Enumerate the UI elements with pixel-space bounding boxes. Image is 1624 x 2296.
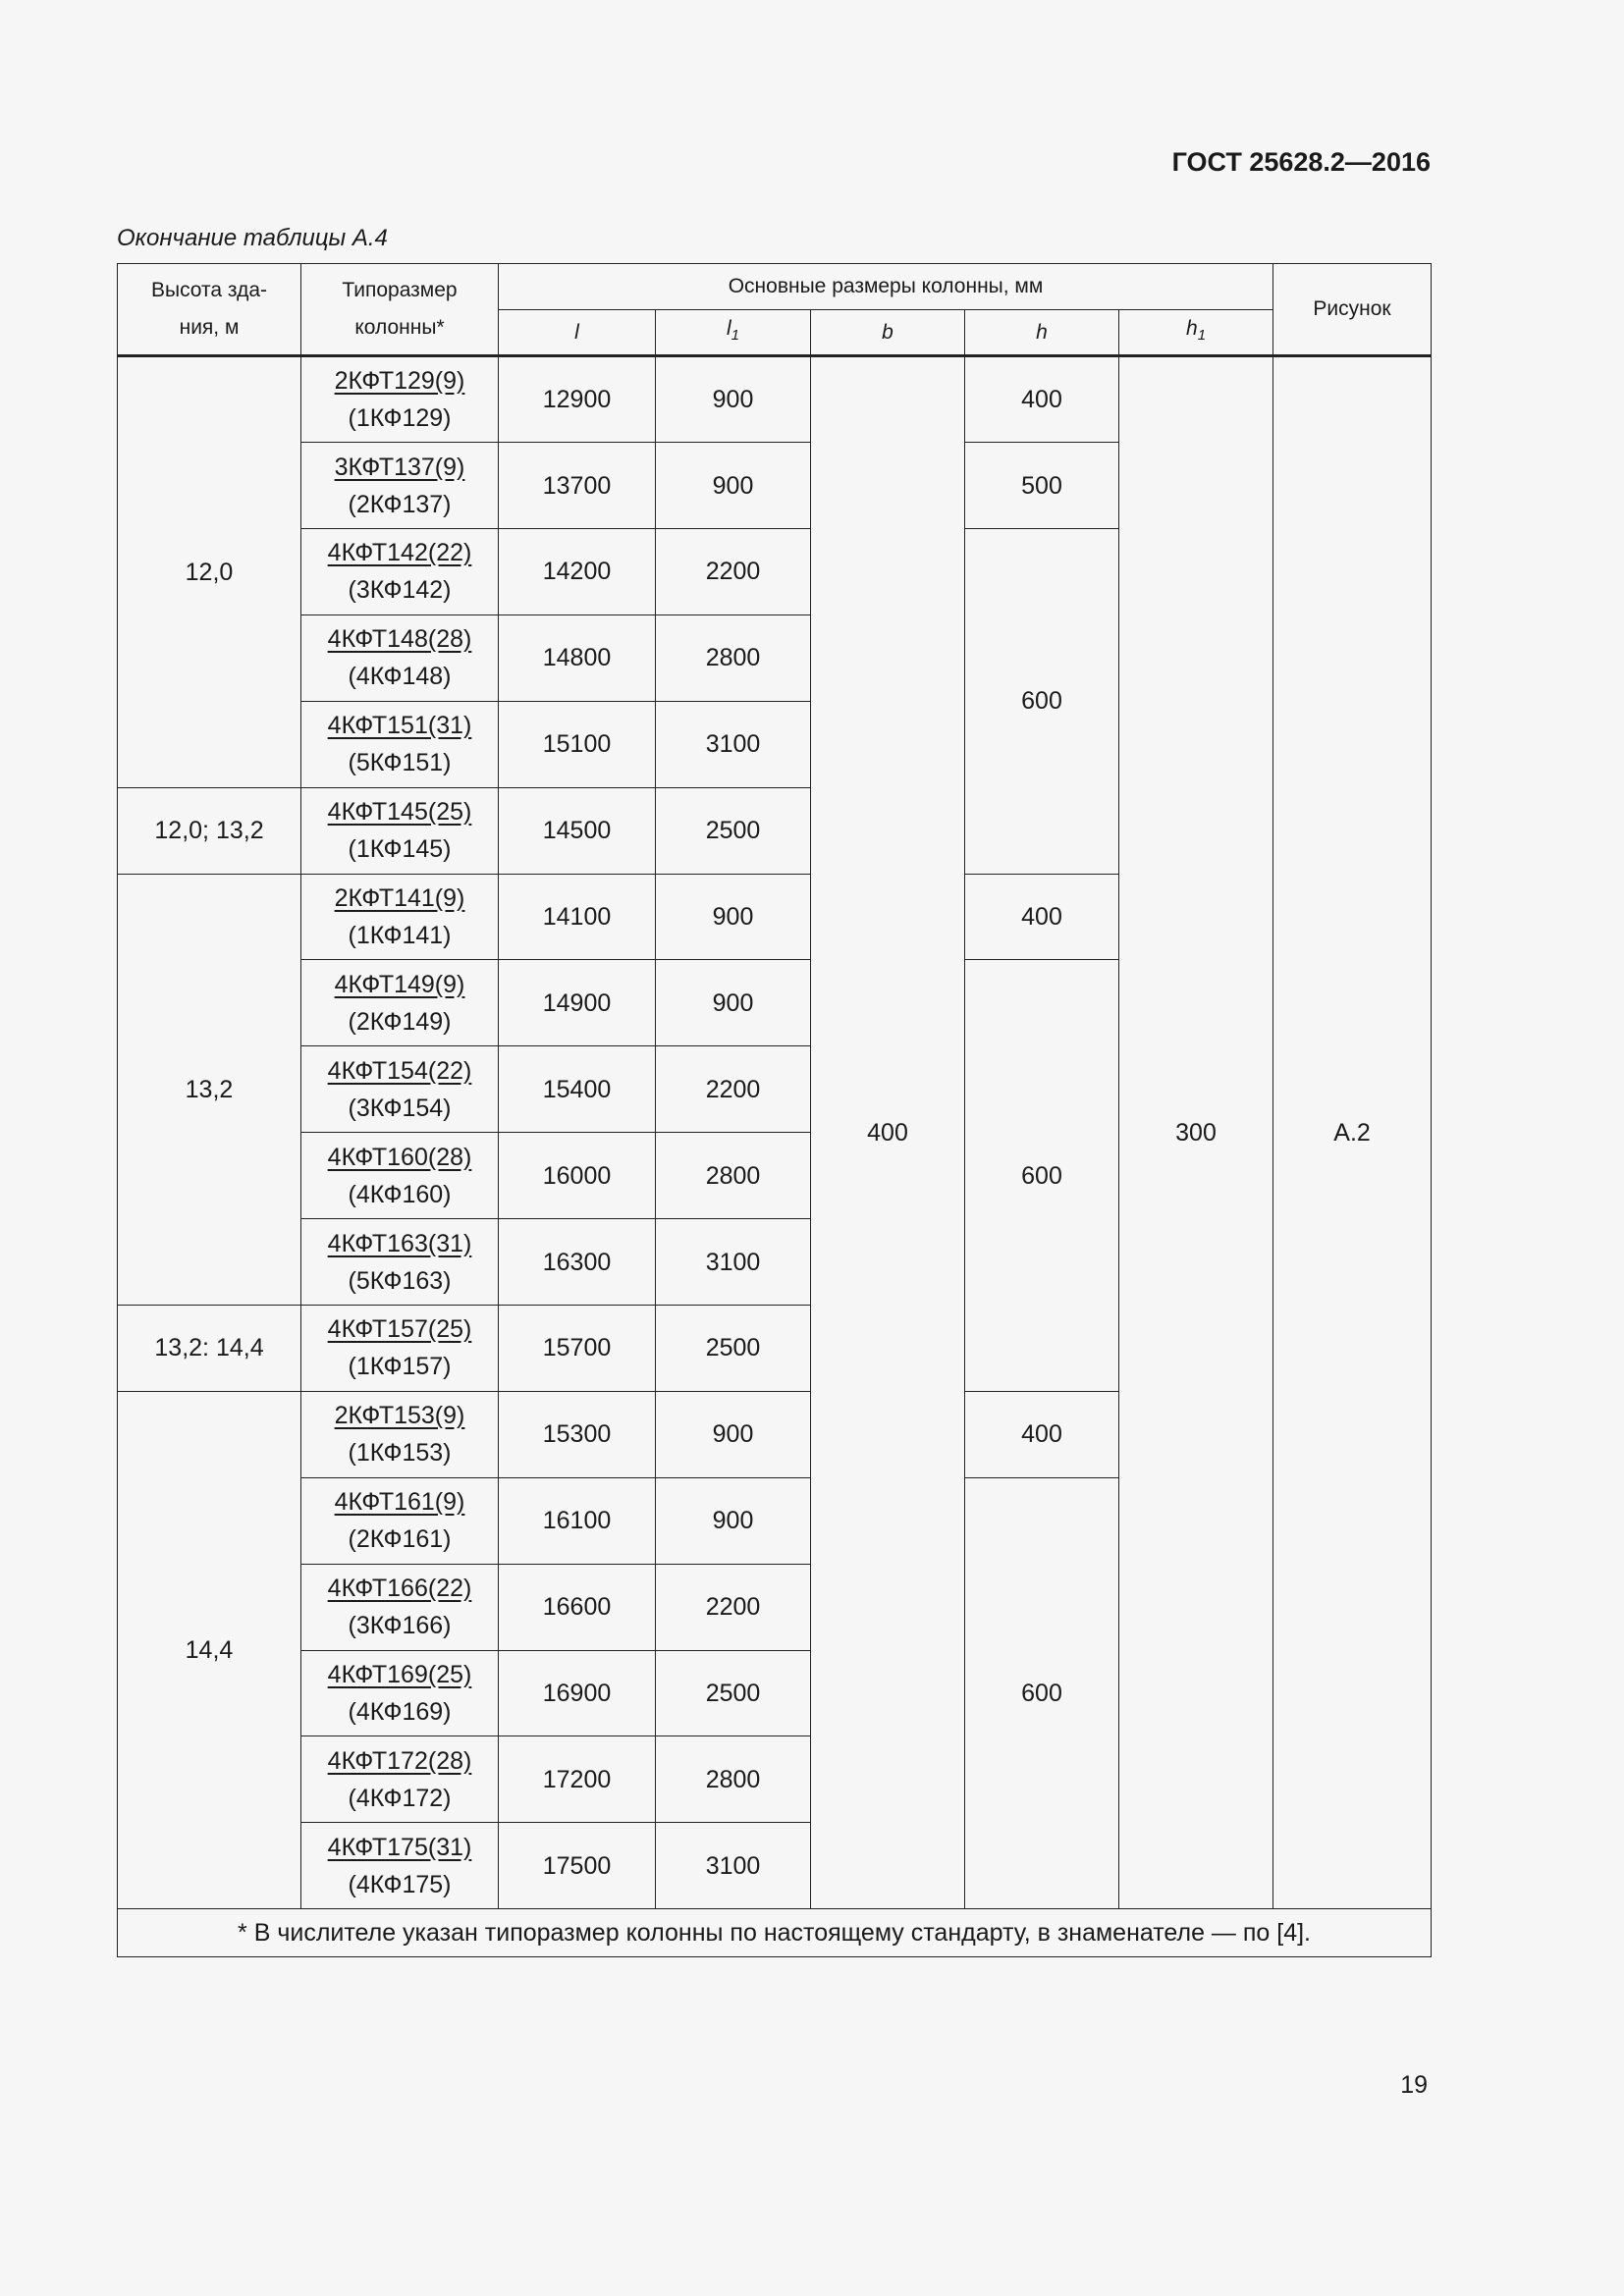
column-type-cell [301,1046,499,1133]
l-cell: 15100 [499,701,656,787]
column-type-cell [301,960,499,1046]
type-numerator: 4КФТ157(25) [327,1315,472,1344]
l-cell: 16900 [499,1650,656,1736]
l1-cell: 2200 [656,528,811,614]
column-type-cell [301,528,499,614]
type-numerator: 4КФТ172(28) [327,1746,472,1775]
column-type-cell [301,1219,499,1306]
type-denominator: (1КФ153) [348,1439,452,1468]
l-cell: 16300 [499,1219,656,1306]
l1-cell: 900 [656,1391,811,1477]
l1-cell: 3100 [656,701,811,787]
l1-cell: 2500 [656,1650,811,1736]
type-numerator: 4КФТ160(28) [327,1143,472,1171]
type-denominator: (2КФ161) [348,1525,452,1554]
l-cell: 14100 [499,874,656,960]
type-numerator: 4КФТ154(22) [327,1056,472,1085]
type-numerator: 4КФТ142(22) [327,539,472,567]
column-type-cell [301,1564,499,1650]
type-denominator: (1КФ145) [348,835,452,864]
type-denominator: (1КФ129) [348,404,452,433]
type-numerator: 2КФТ141(9) [334,883,465,912]
l1-cell: 900 [656,356,811,443]
table-row [118,356,1432,443]
column-type-cell [301,356,499,443]
h-cell: 400 [965,874,1119,960]
header-h1: $h_1$ [1119,310,1273,356]
type-denominator: (4КФ160) [348,1180,452,1208]
building-height-cell: 13,2 [118,874,301,1305]
building-height-cell: 12,0 [118,356,301,787]
type-denominator: (3КФ142) [348,576,452,605]
column-type-cell [301,1650,499,1736]
l-cell: 16100 [499,1477,656,1564]
type-denominator: (5КФ151) [348,749,452,777]
header-l1: $l_1$ [656,310,811,356]
type-denominator: (4КФ175) [348,1870,452,1898]
column-type-cell [301,1477,499,1564]
l-cell: 16600 [499,1564,656,1650]
h-cell: 600 [965,960,1119,1391]
type-numerator: 4КФТ163(31) [327,1229,472,1257]
column-type-cell [301,701,499,787]
type-numerator: 3КФТ137(9) [334,453,465,481]
h-cell: 500 [965,443,1119,529]
header-h: h [965,310,1119,356]
type-denominator: (2КФ149) [348,1007,452,1036]
l1-cell: 2500 [656,787,811,874]
document-code: ГОСТ 25628.2—2016 [1171,147,1431,177]
l-cell: 14800 [499,614,656,701]
building-height-cell: 14,4 [118,1391,301,1908]
h-cell: 600 [965,1477,1119,1908]
l1-cell: 2200 [656,1564,811,1650]
type-numerator: 4КФТ166(22) [327,1575,472,1603]
type-denominator: (4КФ172) [348,1784,452,1812]
header-b: b [811,310,965,356]
type-numerator: 4КФТ145(25) [327,798,472,827]
l1-cell: 2800 [656,1133,811,1219]
dimensions-table [117,263,1432,1957]
l-cell: 14900 [499,960,656,1046]
type-denominator: (3КФ166) [348,1612,452,1640]
column-type-cell [301,1305,499,1391]
l-cell: 16000 [499,1133,656,1219]
l-cell: 15400 [499,1046,656,1133]
building-height-cell: 13,2: 14,4 [118,1305,301,1391]
column-type-cell [301,1391,499,1477]
type-denominator: (1КФ157) [348,1353,452,1381]
h-cell: 400 [965,1391,1119,1477]
column-type-cell [301,787,499,874]
column-type-cell [301,1133,499,1219]
l-cell: 14500 [499,787,656,874]
type-numerator: 4КФТ161(9) [334,1488,465,1517]
column-type-cell [301,614,499,701]
h1-cell: 300 [1119,356,1273,1909]
type-denominator: (5КФ163) [348,1266,452,1295]
l-cell: 13700 [499,443,656,529]
l1-cell: 2800 [656,1736,811,1823]
l1-cell: 3100 [656,1823,811,1909]
type-denominator: (1КФ141) [348,921,452,949]
l-cell: 14200 [499,528,656,614]
column-type-cell [301,1736,499,1823]
l1-cell: 2800 [656,614,811,701]
table-footnote: * В числителе указан типоразмер колонны по настоящему стандарту, в знаменателе — по [4]. [118,1909,1432,1957]
type-numerator: 2КФТ129(9) [334,367,465,396]
type-numerator: 4КФТ149(9) [334,970,465,998]
header-main-dimensions: Основные размеры колонны, мм [499,264,1273,310]
type-denominator: (2КФ137) [348,490,452,518]
type-numerator: 2КФТ153(9) [334,1402,465,1430]
l-cell: 12900 [499,356,656,443]
type-denominator: (3КФ154) [348,1094,452,1122]
type-numerator: 4КФТ148(28) [327,625,472,654]
l-cell: 17500 [499,1823,656,1909]
type-numerator: 4КФТ169(25) [327,1660,472,1688]
b-cell: 400 [811,356,965,1909]
l-cell: 15700 [499,1305,656,1391]
column-type-cell [301,874,499,960]
l-cell: 17200 [499,1736,656,1823]
building-height-cell: 12,0; 13,2 [118,787,301,874]
l1-cell: 2200 [656,1046,811,1133]
header-building-height: Высота зда- ния, м [118,264,301,356]
header-l: l [499,310,656,356]
l1-cell: 900 [656,443,811,529]
page-number: 19 [1400,2071,1428,2099]
l1-cell: 900 [656,1477,811,1564]
table-caption: Окончание таблицы А.4 [117,225,388,251]
h-cell: 400 [965,356,1119,443]
type-denominator: (4КФ169) [348,1697,452,1726]
header-figure: Рисунок [1273,264,1432,356]
l1-cell: 900 [656,874,811,960]
l-cell: 15300 [499,1391,656,1477]
column-type-cell [301,443,499,529]
type-denominator: (4КФ148) [348,663,452,691]
l1-cell: 3100 [656,1219,811,1306]
l1-cell: 900 [656,960,811,1046]
type-numerator: 4КФТ151(31) [327,712,472,740]
header-column-type: Типоразмер колонны* [301,264,499,356]
h-cell: 600 [965,528,1119,874]
type-numerator: 4КФТ175(31) [327,1833,472,1861]
l1-cell: 2500 [656,1305,811,1391]
column-type-cell [301,1823,499,1909]
figure-cell: А.2 [1273,356,1432,1909]
